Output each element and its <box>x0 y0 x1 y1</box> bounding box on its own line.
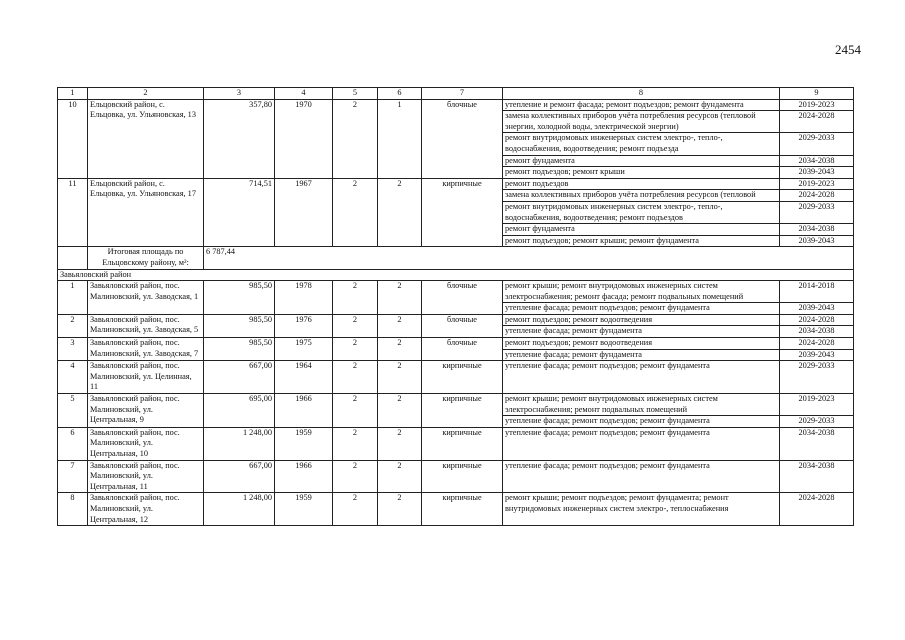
building-area: 985,50 <box>204 338 275 361</box>
floor-count: 2 <box>333 493 378 526</box>
work-period: 2034-2038 <box>780 155 854 167</box>
build-year: 1978 <box>275 281 333 315</box>
work-period: 2029-2033 <box>780 361 854 394</box>
table-row <box>58 460 854 493</box>
build-year: 1966 <box>275 394 333 428</box>
building-address: Завьяловский район, пос. Малиновский, ул. Заводская, 5 <box>88 314 204 337</box>
wall-material: блочные <box>422 281 503 315</box>
row-number: 7 <box>58 460 88 493</box>
header-cell: 5 <box>333 88 378 100</box>
row-number: 8 <box>58 493 88 526</box>
work-period: 2029-2033 <box>780 201 854 223</box>
work-period: 2039-2043 <box>780 303 854 315</box>
work-period: 2014-2018 <box>780 281 854 303</box>
row-number: 4 <box>58 361 88 394</box>
work-description: ремонт подъездов; ремонт крыши <box>503 167 780 179</box>
work-period: 2034-2038 <box>780 460 854 493</box>
work-period: 2029-2033 <box>780 133 854 155</box>
work-description: утепление фасада; ремонт фундамента <box>503 349 780 361</box>
work-period: 2024-2028 <box>780 314 854 326</box>
building-area: 667,00 <box>204 361 275 394</box>
wall-material: блочные <box>422 314 503 337</box>
build-year: 1966 <box>275 460 333 493</box>
header-cell: 6 <box>378 88 422 100</box>
wall-material: кирпичные <box>422 493 503 526</box>
section-header-row <box>58 269 854 281</box>
floor-count: 2 <box>333 394 378 428</box>
work-description: ремонт внутридомовых инженерных систем электро-, тепло-, водоснабжения, водоотведения; ремонт подъезда <box>503 133 780 155</box>
district-total-label: Итоговая площадь по Ельцовскому району, м²: <box>88 247 204 269</box>
build-year: 1959 <box>275 493 333 526</box>
entrance-count: 2 <box>378 338 422 361</box>
page-number: 2454 <box>835 42 861 57</box>
row-number: 10 <box>58 99 88 178</box>
building-address: Ельцовский район, с. Ельцовка, ул. Ульяновская, 13 <box>88 99 204 178</box>
build-year: 1976 <box>275 314 333 337</box>
entrance-count: 2 <box>378 460 422 493</box>
work-period: 2034-2038 <box>780 326 854 338</box>
floor-count: 2 <box>333 427 378 460</box>
work-description: ремонт фундамента <box>503 224 780 236</box>
header-cell: 4 <box>275 88 333 100</box>
district-total-row <box>58 247 854 269</box>
floor-count: 2 <box>333 338 378 361</box>
section-title: Завьяловский район <box>58 269 854 281</box>
build-year: 1975 <box>275 338 333 361</box>
wall-material: блочные <box>422 338 503 361</box>
entrance-count: 2 <box>378 394 422 428</box>
entrance-count: 2 <box>378 493 422 526</box>
building-area: 1 248,00 <box>204 493 275 526</box>
work-period: 2029-2033 <box>780 416 854 428</box>
table-row <box>58 314 854 326</box>
entrance-count: 2 <box>378 281 422 315</box>
header-cell: 9 <box>780 88 854 100</box>
entrance-count: 1 <box>378 99 422 178</box>
entrance-count: 2 <box>378 427 422 460</box>
work-description: ремонт подъездов; ремонт водоотведения <box>503 314 780 326</box>
building-address: Завьяловский район, пос. Малиновский, ул. Центральная, 9 <box>88 394 204 428</box>
building-area: 357,80 <box>204 99 275 178</box>
building-address: Ельцовский район, с. Ельцовка, ул. Ульяновская, 17 <box>88 178 204 247</box>
work-description: утепление фасада; ремонт подъездов; ремонт фундамента <box>503 361 780 394</box>
entrance-count: 2 <box>378 178 422 247</box>
work-description: ремонт крыши; ремонт подъездов; ремонт фундамента; ремонт внутридомовых инженерных систем электро-, теплоснабжения <box>503 493 780 526</box>
entrance-count: 2 <box>378 361 422 394</box>
header-cell: 8 <box>503 88 780 100</box>
wall-material: кирпичные <box>422 178 503 247</box>
work-description: замена коллективных приборов учёта потребления ресурсов (тепловой энергии, холодной воды, электрической энергии) <box>503 111 780 133</box>
wall-material: кирпичные <box>422 427 503 460</box>
table-row <box>58 361 854 394</box>
table-row <box>58 394 854 416</box>
table-row <box>58 427 854 460</box>
work-period: 2024-2028 <box>780 190 854 202</box>
building-area: 714,51 <box>204 178 275 247</box>
work-description: утепление и ремонт фасада; ремонт подъездов; ремонт фундамента <box>503 99 780 111</box>
work-period: 2034-2038 <box>780 427 854 460</box>
header-cell: 7 <box>422 88 503 100</box>
row-number: 5 <box>58 394 88 428</box>
building-area: 667,00 <box>204 460 275 493</box>
building-address: Завьяловский район, пос. Малиновский, ул. Целинная, 11 <box>88 361 204 394</box>
work-description: ремонт подъездов; ремонт водоотведения <box>503 338 780 350</box>
floor-count: 2 <box>333 314 378 337</box>
floor-count: 2 <box>333 178 378 247</box>
build-year: 1959 <box>275 427 333 460</box>
table-body <box>58 88 854 526</box>
work-description: утепление фасада; ремонт подъездов; ремонт фундамента <box>503 303 780 315</box>
header-row <box>58 88 854 100</box>
work-period: 2019-2023 <box>780 394 854 416</box>
wall-material: блочные <box>422 99 503 178</box>
work-period: 2034-2038 <box>780 224 854 236</box>
header-cell: 3 <box>204 88 275 100</box>
work-period: 2039-2043 <box>780 167 854 179</box>
work-description: ремонт крыши; ремонт внутридомовых инженерных систем электроснабжения; ремонт фасада; ремонт подвальных помещений <box>503 281 780 303</box>
table-row <box>58 281 854 303</box>
work-period: 2039-2043 <box>780 235 854 247</box>
wall-material: кирпичные <box>422 394 503 428</box>
floor-count: 2 <box>333 361 378 394</box>
work-period: 2039-2043 <box>780 349 854 361</box>
table-row <box>58 338 854 350</box>
row-number: 6 <box>58 427 88 460</box>
capital-repair-table <box>57 87 854 526</box>
work-description: ремонт фундамента <box>503 155 780 167</box>
work-description: утепление фасада; ремонт подъездов; ремонт фундамента <box>503 416 780 428</box>
build-year: 1970 <box>275 99 333 178</box>
district-total-value: 6 787,44 <box>204 247 854 269</box>
row-number: 3 <box>58 338 88 361</box>
work-description: ремонт внутридомовых инженерных систем электро-, тепло-, водоснабжения, водоотведения; ремонт подъездов <box>503 201 780 223</box>
row-number: 2 <box>58 314 88 337</box>
building-area: 695,00 <box>204 394 275 428</box>
building-area: 985,50 <box>204 314 275 337</box>
building-address: Завьяловский район, пос. Малиновский, ул. Центральная, 12 <box>88 493 204 526</box>
floor-count: 2 <box>333 99 378 178</box>
work-period: 2024-2028 <box>780 493 854 526</box>
work-description: ремонт крыши; ремонт внутридомовых инженерных систем электроснабжения; ремонт подвальных помещений <box>503 394 780 416</box>
table-row <box>58 99 854 111</box>
building-area: 985,50 <box>204 281 275 315</box>
building-address: Завьяловский район, пос. Малиновский, ул. Центральная, 11 <box>88 460 204 493</box>
table-row <box>58 178 854 190</box>
floor-count: 2 <box>333 460 378 493</box>
work-period: 2024-2028 <box>780 338 854 350</box>
work-period: 2019-2023 <box>780 99 854 111</box>
work-description: ремонт подъездов; ремонт крыши; ремонт фундамента <box>503 235 780 247</box>
entrance-count: 2 <box>378 314 422 337</box>
build-year: 1964 <box>275 361 333 394</box>
empty-cell <box>58 247 88 269</box>
work-description: утепление фасада; ремонт подъездов; ремонт фундамента <box>503 460 780 493</box>
work-period: 2024-2028 <box>780 111 854 133</box>
floor-count: 2 <box>333 281 378 315</box>
table-row <box>58 493 854 526</box>
building-area: 1 248,00 <box>204 427 275 460</box>
work-description: утепление фасада; ремонт фундамента <box>503 326 780 338</box>
work-description: замена коллективных приборов учёта потребления ресурсов (тепловой <box>503 190 780 202</box>
work-period: 2019-2023 <box>780 178 854 190</box>
build-year: 1967 <box>275 178 333 247</box>
row-number: 11 <box>58 178 88 247</box>
wall-material: кирпичные <box>422 361 503 394</box>
row-number: 1 <box>58 281 88 315</box>
wall-material: кирпичные <box>422 460 503 493</box>
work-description: ремонт подъездов <box>503 178 780 190</box>
work-description: утепление фасада; ремонт подъездов; ремонт фундамента <box>503 427 780 460</box>
header-cell: 1 <box>58 88 88 100</box>
building-address: Завьяловский район, пос. Малиновский, ул. Центральная, 10 <box>88 427 204 460</box>
header-cell: 2 <box>88 88 204 100</box>
building-address: Завьяловский район, пос. Малиновский, ул. Заводская, 1 <box>88 281 204 315</box>
building-address: Завьяловский район, пос. Малиновский, ул. Заводская, 7 <box>88 338 204 361</box>
